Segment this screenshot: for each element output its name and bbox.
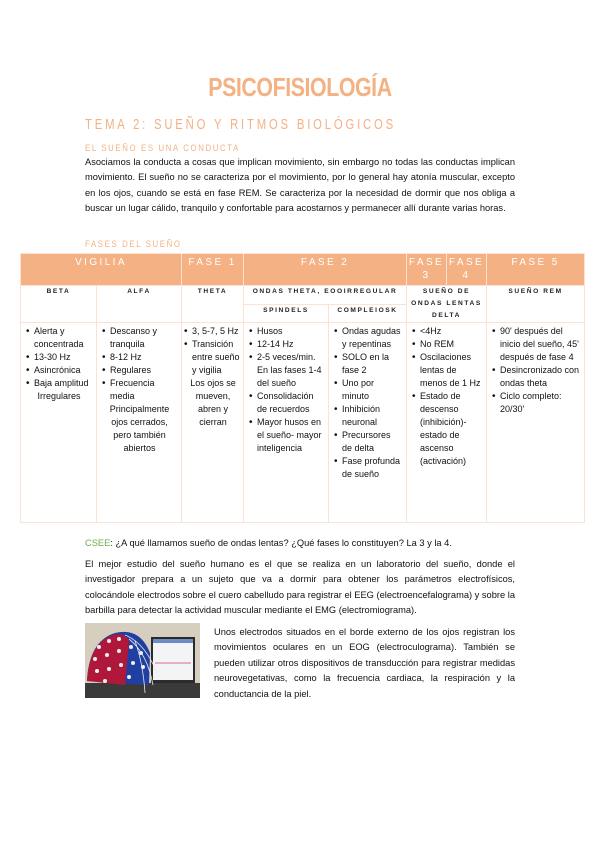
list-item: • Regulares (110, 364, 178, 377)
header-fase-3: FASE 3 (407, 254, 447, 286)
section-heading-conducta: EL SUEÑO ES UNA CONDUCTA (85, 143, 240, 154)
list-item: • No REM (420, 338, 483, 351)
list-item: • Desincronizado con ondas theta (500, 364, 581, 390)
list-item: • SOLO en la fase 2 (342, 351, 403, 377)
list-item: • Ciclo completo: 20/30' (500, 390, 581, 416)
list-item: • Oscilaciones lentas de menos de 1 Hz (420, 351, 483, 390)
lab-study-paragraph: El mejor estudio del sueño humano es el que se realiza en un laboratorio del sueño, donde el investigador prepara a un sujeto que va a dormir para obtener los parámetros electrofísicos, colocándole electrodos sobre el cuero cabelludo para registrar el EEG (electroencefalograma) y sobre la barbilla para detectar la actividad muscular mediante el EMG (electromiograma). (85, 559, 515, 616)
csee-question (85, 536, 515, 551)
subheader-spindels: SPINDELS (244, 304, 329, 323)
cell-theta (182, 323, 244, 523)
subheader-alfa: ALFA (97, 286, 182, 323)
cell-complejos-k (329, 323, 407, 523)
theta-note: Los ojos se mueven, abren y cierran (190, 378, 236, 427)
cell-beta (21, 323, 97, 523)
header-fase-5: FASE 5 (487, 254, 585, 286)
cell-alfa (97, 323, 182, 523)
list-item: • Baja amplitud (34, 377, 93, 390)
subheader-ondas-lentas: SUEÑO DE ONDAS LENTAS DELTA (407, 286, 487, 323)
list-item: • Precursores de delta (342, 429, 403, 455)
subheader-complejos-k: COMPLEIOSK (329, 304, 407, 323)
list-item: • 13-30 Hz (34, 351, 93, 364)
list-item: • 8-12 Hz (110, 351, 178, 364)
subheader-fase-2: ONDAS THETA, EOOIRREGULAR (244, 286, 407, 305)
subheader-theta: THETA (182, 286, 244, 323)
list-item: • Husos (257, 325, 325, 338)
list-item: • Inhibición neuronal (342, 403, 403, 429)
cell-ondas-lentas (407, 323, 487, 523)
csee-label: CSEE (85, 538, 111, 548)
list-item: • 2-5 veces/min. En las fases 1-4 del sueño (257, 351, 325, 390)
list-item: • Frecuencia media (110, 377, 178, 403)
list-item: • Estado de descenso (inhibición)- estado de ascenso (activación) (420, 390, 483, 468)
subheader-beta: BETA (21, 286, 97, 323)
list-item: • <4Hz (420, 325, 483, 338)
sleep-phases-table (20, 253, 585, 523)
alfa-note: Principalmente ojos cerrados, pero también abiertos (109, 404, 170, 453)
list-item: • Descanso y tranquila (110, 325, 178, 351)
list-item: • Uno por minuto (342, 377, 403, 403)
list-item: • Ondas agudas y repentinas (342, 325, 403, 351)
eeg-photo-illustration (85, 623, 200, 698)
eog-paragraph: Unos electrodos situados en el borde externo de los ojos registran los movimientos oculares en un EOG (electroculograma). También se pueden utilizar otros dispositivos de transducción para registrar medidas neurovegetativas, como la frecuencia cardiaca, la respiración y la conductancia de la piel. (214, 627, 515, 699)
topic-subtitle: TEMA 2: SUEÑO Y RITMOS BIOLÓGICOS (85, 117, 396, 133)
list-item: • Consolidación de recuerdos (257, 390, 325, 416)
list-item: • 3, 5-7, 5 Hz (192, 325, 240, 338)
intro-paragraph: Asociamos la conducta a cosas que implican movimiento, sin embargo no todas las conductas implican movimiento. El sueño no se caracteriza por el movimiento, por lo general hay atonía muscular, excepto en los ojos, cuando se está en fase REM. Se caracteriza por la necesidad de dormir que nos obliga a buscar un lugar cálido, tranquilo y confortable para acostarnos y permanecer allí durante varias horas. (85, 157, 515, 214)
subheader-rem: SUEÑO REM (487, 286, 585, 323)
header-fase-2: FASE 2 (244, 254, 407, 286)
list-item: • Fase profunda de sueño (342, 455, 403, 481)
section-heading-fases: FASES DEL SUEÑO (85, 239, 182, 250)
header-fase-4: FASE 4 (447, 254, 487, 286)
header-vigilia: VIGILIA (21, 254, 182, 286)
header-fase-1: FASE 1 (182, 254, 244, 286)
list-item: • Transición entre sueño y vigilia (192, 338, 240, 377)
list-item: • Asincrónica (34, 364, 93, 377)
list-item: • Alerta y concentrada (34, 325, 93, 351)
eeg-cap-photo (85, 623, 200, 698)
csee-text: : ¿A qué llamamos sueño de ondas lentas? ¿Qué fases lo constituyen? La 3 y la 4. (110, 538, 452, 548)
list-item: • 12-14 Hz (257, 338, 325, 351)
cell-spindels (244, 323, 329, 523)
beta-note: Irregulares (37, 391, 81, 401)
list-item: • Mayor husos en el sueño- mayor inteligencia (257, 416, 325, 455)
document-title: PSICOFISIOLOGÍA (208, 72, 392, 102)
list-item: • 90' después del inicio del sueño, 45' después de fase 4 (500, 325, 581, 364)
cell-rem (487, 323, 585, 523)
